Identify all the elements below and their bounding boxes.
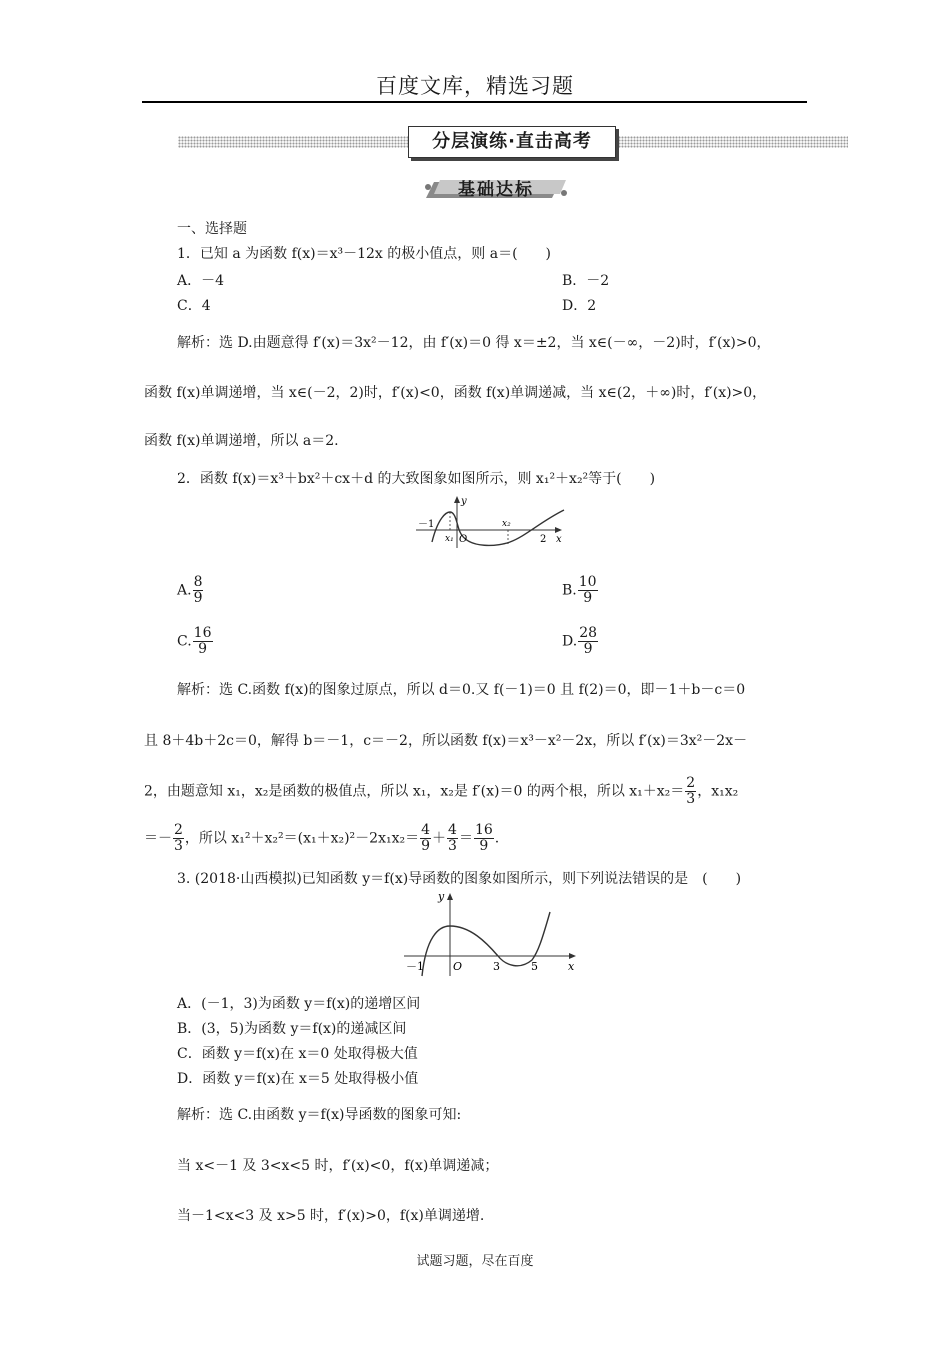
q3-option-d: D．函数 y＝f(x)在 x＝5 处取得极小值 — [177, 1071, 419, 1087]
page-header-title: 百度文库，精选习题 — [376, 74, 574, 98]
q2-analysis-line-3: 2，由题意知 x₁，x₂是函数的极值点，所以 x₁，x₂是 f′(x)＝0 的两个根，所以 x₁＋x₂＝ $\frac{2}{3}$ ，x₁x₂ — [144, 775, 739, 807]
q3-option-c: C．函数 y＝f(x)在 x＝0 处取得极大值 — [177, 1046, 418, 1062]
q2-graph-label-x2: x₂ — [502, 519, 511, 529]
level-banner-label: 基础达标 — [458, 180, 534, 200]
level-banner — [420, 176, 572, 204]
section-heading: 一、选择题 — [177, 221, 247, 237]
q2-graph-label-x1: x₁ — [445, 534, 454, 544]
q1-analysis-line-3: 函数 f(x)单调递增，所以 a＝2. — [144, 433, 339, 449]
q1-option-c: C．4 — [177, 298, 211, 314]
q3-derivative-graph — [398, 888, 582, 978]
q1-option-a: A．－4 — [177, 273, 225, 289]
q1-stem: 1．已知 a 为函数 f(x)＝x³－12x 的极小值点，则 a＝( ) — [177, 246, 551, 262]
q1-analysis-line-2: 函数 f(x)单调递增，当 x∈(－2，2)时，f′(x)<0，函数 f(x)单调递减，当 x∈(2，＋∞)时，f′(x)>0， — [144, 385, 767, 401]
q2-graph-label-y-axis: y — [461, 496, 467, 507]
q1-option-b: B．－2 — [562, 273, 610, 289]
q3-graph-label-x-axis: x — [568, 960, 575, 973]
q3-graph-label-neg1: －1 — [406, 960, 424, 973]
q3-graph-label-y-axis: y — [438, 890, 445, 903]
q2-analysis-line-4: ＝－ $\frac{2}{3}$ ，所以 x₁²＋x₂²＝(x₁＋x₂)²－2x₁x₂＝ $\frac{4}{9}$ ＋ $\frac{4}{3}$ ＝ $\frac{16}{9}$ . — [144, 822, 500, 854]
q3-analysis-line-2: 当 x<－1 及 3<x<5 时，f′(x)<0，f(x)单调递减； — [177, 1158, 499, 1174]
q2-graph-label-x-axis: x — [556, 534, 562, 545]
q1-analysis-line-1: 解析：选 D.由题意得 f′(x)＝3x²－12，由 f′(x)＝0 得 x＝±2，当 x∈(－∞，－2)时，f′(x)>0， — [177, 335, 771, 351]
q2-cubic-graph — [410, 492, 570, 552]
q2-option-c: C. $\frac{16}{9}$ — [177, 625, 212, 657]
q2-option-a: A. $\frac{8}{9}$ — [177, 574, 203, 606]
q2-analysis-line-1: 解析：选 C.函数 f(x)的图象过原点，所以 d＝0.又 f(－1)＝0 且 f(2)＝0，即－1＋b－c＝0 — [177, 682, 746, 698]
q2-stem: 2．函数 f(x)＝x³＋bx²＋cx＋d 的大致图象如图所示，则 x₁²＋x₂²等于( ) — [177, 471, 656, 487]
q3-graph-label-five: 5 — [531, 960, 538, 973]
section-banner: 分层演练·直击高考 — [408, 126, 616, 158]
q3-option-a: A．(－1，3)为函数 y＝f(x)的递增区间 — [177, 996, 421, 1012]
q3-stem: 3. (2018·山西模拟)已知函数 y＝f(x)导函数的图象如图所示，则下列说法错误的是 ( ) — [177, 871, 742, 887]
q3-graph-label-origin: O — [453, 960, 463, 973]
header-rule — [142, 101, 807, 103]
q1-option-d: D．2 — [562, 298, 597, 314]
q3-analysis-line-1: 解析：选 C.由函数 y＝f(x)导函数的图象可知: — [177, 1107, 462, 1123]
banner-dots-right — [618, 136, 848, 148]
page-footer: 试题习题，尽在百度 — [416, 1254, 534, 1269]
q2-graph-label-two: 2 — [540, 534, 547, 545]
q2-option-d: D. $\frac{28}{9}$ — [562, 625, 598, 657]
q2-option-b: B. $\frac{10}{9}$ — [562, 574, 597, 606]
q3-option-b: B．(3，5)为函数 y＝f(x)的递减区间 — [177, 1021, 407, 1037]
banner-dots-left — [178, 136, 408, 148]
q2-analysis-line-2: 且 8＋4b＋2c＝0，解得 b＝－1，c＝－2，所以函数 f(x)＝x³－x²－2x，所以 f′(x)＝3x²－2x－ — [144, 733, 748, 749]
q3-graph-label-three: 3 — [493, 960, 500, 973]
q2-graph-label-neg1: －1 — [418, 519, 435, 530]
q2-graph-label-origin: O — [459, 534, 468, 545]
q3-analysis-line-3: 当－1<x<3 及 x>5 时，f′(x)>0，f(x)单调递增. — [177, 1208, 485, 1224]
